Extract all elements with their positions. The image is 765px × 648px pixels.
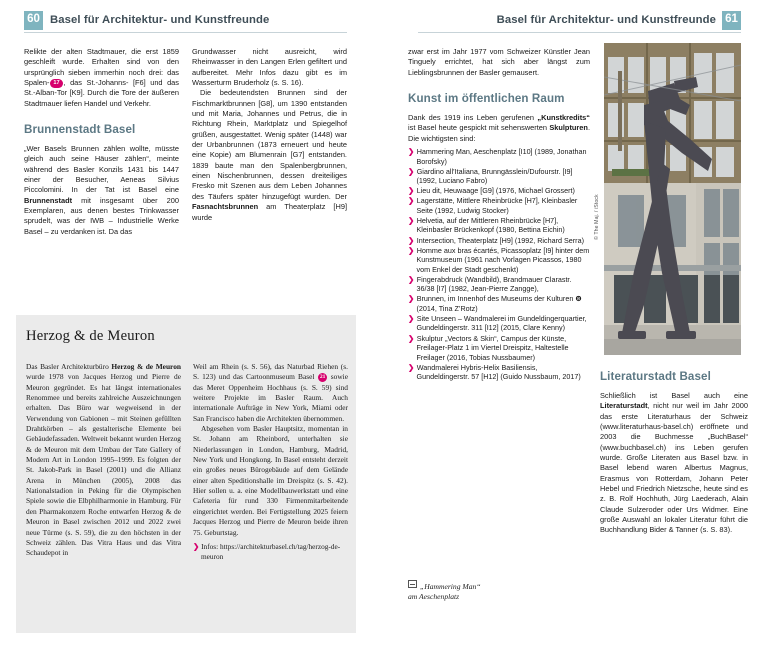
text-kunst-a: Dank des 1919 ins Leben gerufenen [408,113,538,123]
text-kunst-bold2: Skulpturen [549,123,588,133]
feature-text-d: sowie das Meret Oppenheim Hochhaus (s. S. 59) sind weitere Projekte im Basler Raum. Auch internationale Aufträge in New York, Miami oder San Francisco haben die Architekten übernommen. [193,372,348,423]
text-lit-a: Schließlich ist Basel auch eine [600,391,748,400]
column-two [192,47,347,223]
heading-brunnenstadt: Brunnenstadt Basel [24,123,136,137]
text-notable-a: Die bedeutendsten Brunnen sind der Fischmarktbrunnen [G8], um 1390 entstanden und mit Maria, Johannes und Petrus, die in Richtung Rhein, Marktplatz und Spiegelhof grüßen, ausgestattet. Wenig später (1448) war der Urbanbrunnen (1873 erneuert und heute eine Kopie) am Blumenrain [G7] entstanden. 1839 baute man den Spalenbergbrunnen, einen Nischenbrunnen, dessen dreiteiliges Fresko mit Szenen aus dem Leben Johannes des Täufers später hinzugefügt wurden. Der [192,88,347,201]
arrow-icon: ❯ [408,333,415,343]
arrow-icon: ❯ [408,186,415,196]
feature-text-bold: Herzog & de Meuron [111,362,182,371]
sculpture-name: Fingerabdruck (Wandbild), Brandmauer Clarastr. 36/38 [I7] (1982, Jean-Pierre Zangge), [416,274,572,294]
map-pin-17: 17 [50,79,63,88]
feature-column-one [26,362,181,559]
sculpture-name: Lagerstätte, Mittlere Rheinbrücke [H7], Kleinbasler Seite (1992, Ludwig Stocker) [416,196,578,215]
sculpture-name: Homme aux bras écartés, Picassoplatz [I9] hinter dem Kunstmuseum (1961 nach Vorlagen Picassos, 1980 vom Enkel der Stadt geschenkt) [416,245,590,274]
arrow-icon: ❯ [408,147,415,157]
list-item [408,246,590,275]
list-item [408,334,590,363]
text-notable-bold: Fasnachtsbrunnen [192,202,259,212]
text-fountains-bold: Brunnenstadt [24,195,73,205]
header-rule-left [24,32,347,33]
text-wall-b: , das St.-Johanns- [F6] und das St.-Alban-Tor [K9]. Durch die Tore der äußeren Stadtmauer liefen Handel und Verkehr. [24,78,179,108]
paragraph-fountains [24,144,179,237]
feature-paragraph-three: Abgesehen vom Basler Hauptsitz, momentan in St. Johann am Rheinbord, unterhalten sie Niederlassungen in London, Hamburg, Madrid, New York und Hongkong. In Basel entsteht derzeit ein großes neues Bürogebäude auf dem Gelände einer alten Speditionshalle im Dreispitz (s. S. 42). Hier sollen u. a. eine Modellbauwerkstatt und eine Cafeteria für rund 330 Firmenmitarbeitende eingerichtet werden. Bei Fertigstellung 2025 feiern Jacques Herzog und Pierre de Meuron beide ihren 75. Geburtstag. [193,424,348,537]
photo-illustration [604,43,741,355]
paragraph-tinguely: zwar erst im Jahr 1977 vom Schweizer Künstler Jean Tinguely errichtet, hat sich aber längst zum Lieblingsbrunnen der Basler gemausert. [408,47,590,77]
camera-icon [408,580,417,588]
sculpture-name: Hammering Man, Aeschenplatz [I10] (1989, Jonathan Borofsky) [416,147,587,166]
text-kunst-b: ist Basel heute gespickt mit sehenswerten [408,123,550,133]
caption-line-one: „Hammering Man“ [420,582,481,591]
map-pin-21: 21 [319,374,326,381]
folio-left: 60 [24,11,43,30]
list-item [408,294,590,313]
arrow-icon: ❯ [408,196,415,206]
arrow-icon: ❯ [193,541,200,551]
column-three [408,47,590,382]
arrow-icon: ❯ [408,215,415,225]
sculpture-name: Brunnen, im Innenhof des Museums der Kulturen ❽ (2014, Tina Z’Rotz) [416,294,582,313]
arrow-icon: ❯ [408,313,415,323]
text-kunst-bold1: „Kunstkredits“ [537,113,590,123]
text-lit-bold: Literaturstadt [600,401,648,411]
running-head-right-title: Basel für Architektur- und Kunstfreunde [496,14,716,26]
list-item [408,363,590,382]
list-item [408,314,590,333]
list-item [408,236,590,246]
running-head-left-title: Basel für Architektur- und Kunstfreunde [50,14,270,26]
sculpture-name: Lieu dit, Heuwaage [G9] (1976, Michael Grossert) [416,186,575,196]
list-item [408,196,590,215]
arrow-icon: ❯ [408,362,415,372]
list-item [408,216,590,235]
sculpture-name: Skulptur „Vectors & Skin“, Campus der Künste, Freilager-Platz 1 im Viertel Dreispitz, Haltestelle Freilager (2016, Tobias Nussbaumer) [416,333,569,362]
feature-paragraph-one [26,362,181,559]
text-lit-b: , nicht nur weil im Jahr 2000 das erste Literaturhaus der Schweiz (www.literaturhaus-basel.ch) eröffnete und 2003 die Buchmesse „BuchBasel“ (www.buchbasel.ch) ins Leben gerufen wurde. Große Literaten aus Basel bzw. in Basel lebend waren Albertus Magnus, Erasmus von Rotterdam, Johann Peter Hebel und Friedrich Nietzsche, heute sind es z. B. Rolf Hochhuth, Jürg Laederach, Alain Claude Sulzeroder oder Urs Widmer. Eine große Auswahl an lokaler Literatur führt die Buchhandlung Bider & Tanner (s. S. 83). [600,401,748,535]
feature-box-herzog-de-meuron [16,315,356,633]
heading-public-art: Kunst im öffentlichen Raum [408,92,565,106]
heading-literaturstadt: Literaturstadt Basel [600,370,711,383]
feature-text-a: Das Basler Architekturbüro [26,362,112,371]
feature-column-two [193,362,348,561]
text-fountains-b: mit insgesamt über 200 Exemplaren, aus denen bestes Trinkwasser sprudelt, was der IWB – Industrielle Werke Basel – zu verdanken ist. Da das [24,195,179,236]
list-item [408,186,590,196]
arrow-icon: ❯ [408,166,415,176]
sculpture-name: Site Unseen – Wandmalerei im Gundeldingerquartier, Gundeldingerstr. 311 [I12] (2015, Clare Kenny) [416,313,587,333]
feature-paragraph-two [193,362,348,424]
paragraph-city-wall [24,47,179,109]
sculpture-name: Wandmalerei Hybris-Helix Basiliensis, Gundeldingerstr. 57 [H12] (Guido Nussbaum, 2017) [416,362,581,382]
list-item [408,167,590,186]
list-item [408,147,590,166]
arrow-icon: ❯ [408,245,415,255]
arrow-icon: ❯ [408,235,415,245]
paragraph-kunstkredit [408,113,590,144]
sculpture-list [408,147,590,382]
feature-info-link[interactable] [193,542,348,562]
feature-text-b: wurde 1978 von Jacques Herzog und Pierre de Meuron gegründet. Es hat längst internationales Renommee und bereits zahlreiche Auszeichnungen erhalten. Das Büro war wegweisend in der Verwendung von Gabionen – mit Steinen gefüllten Drahtkörben – als gestalterische Elemente bei Gebäudefassaden. Weltweit bekannt wurden Herzog & de Meuron mit dem Umbau der Tate Gallery of Modern Art in London 1995–1999. Es folgten der St. Jakob-Park in Basel (2001) und die Allianz Arena in München (2005), 2008 das Nationalstadion in Peking für die Olympischen Spiele sowie die Elbphilharmonie in Hamburg. Für den Pharmakonzern Roche entwarfen Herzog & de Meuron in Basel zwischen 2012 und 2022 zwei neue Türme (s. S. 59), die zu den höchsten in der Schweiz zählen. Das Vitra Haus und das Vitra Schaudepot in [26,372,181,558]
header-rule-right [418,32,741,33]
paragraph-groundwater: Grundwasser nicht ausreicht, wird Rheinwasser in den Langen Erlen gefiltert und aufbereitet. Mehr Infos dazu gibt es im Wasserturm Bruderholz (s. S. 16). [192,47,347,88]
column-one [24,47,179,237]
folio-right: 61 [722,11,741,30]
sculpture-name: Helvetia, auf der Mittleren Rheinbrücke [H7], Kleinbasler Brückenkopf (1980, Bettina Eichin) [416,215,565,235]
text-fountains-a: „Wer Basels Brunnen zählen wollte, müsste gleich auch seine Häuser zählen“, meinte während des Basler Konzils 1431 bis 1447 einer der Besucher, Aeneas Silvius Piccolomini. In der Tat ist Basel eine [24,144,179,195]
column-four [600,370,748,536]
arrow-icon: ❯ [408,294,415,304]
arrow-icon: ❯ [408,274,415,284]
feature-text-c: Weil am Rhein (s. S. 56), das Naturbad Riehen (s. S. 123) und das Cartoonmuseum Basel [193,362,348,382]
caption-line-two: am Aeschenplatz [408,592,460,601]
running-head-left [24,9,269,31]
feature-info-text: Infos: https://architekturbasel.ch/tag/herzog-de-meuron [201,541,341,561]
paragraph-notable-fountains [192,88,347,222]
text-kunst-c: . Die wichtigsten sind: [408,123,590,143]
running-head-right [497,9,741,31]
sculpture-name: Giardino all’Italiana, Brunngässlein/Dufourstr. [I9] (1992, Luciano Fabro) [416,166,573,186]
list-item [408,275,590,294]
photo-caption [408,580,588,602]
photo-hammering-man [604,43,741,355]
photo-credit: © The Maj. / iStock [594,194,600,240]
feature-title: Herzog & de Meuron [26,328,155,344]
paragraph-literature [600,391,748,536]
text-notable-b: am Theaterplatz [H9] wurde [192,202,347,222]
sculpture-name: Intersection, Theaterplatz [H9] (1992, Richard Serra) [416,235,584,245]
text-wall-a: Relikte der alten Stadtmauer, die erst 1859 geschleift wurde. Erhalten sind von den ursprünglich sieben immerhin noch drei: das Spalen- [24,47,179,88]
